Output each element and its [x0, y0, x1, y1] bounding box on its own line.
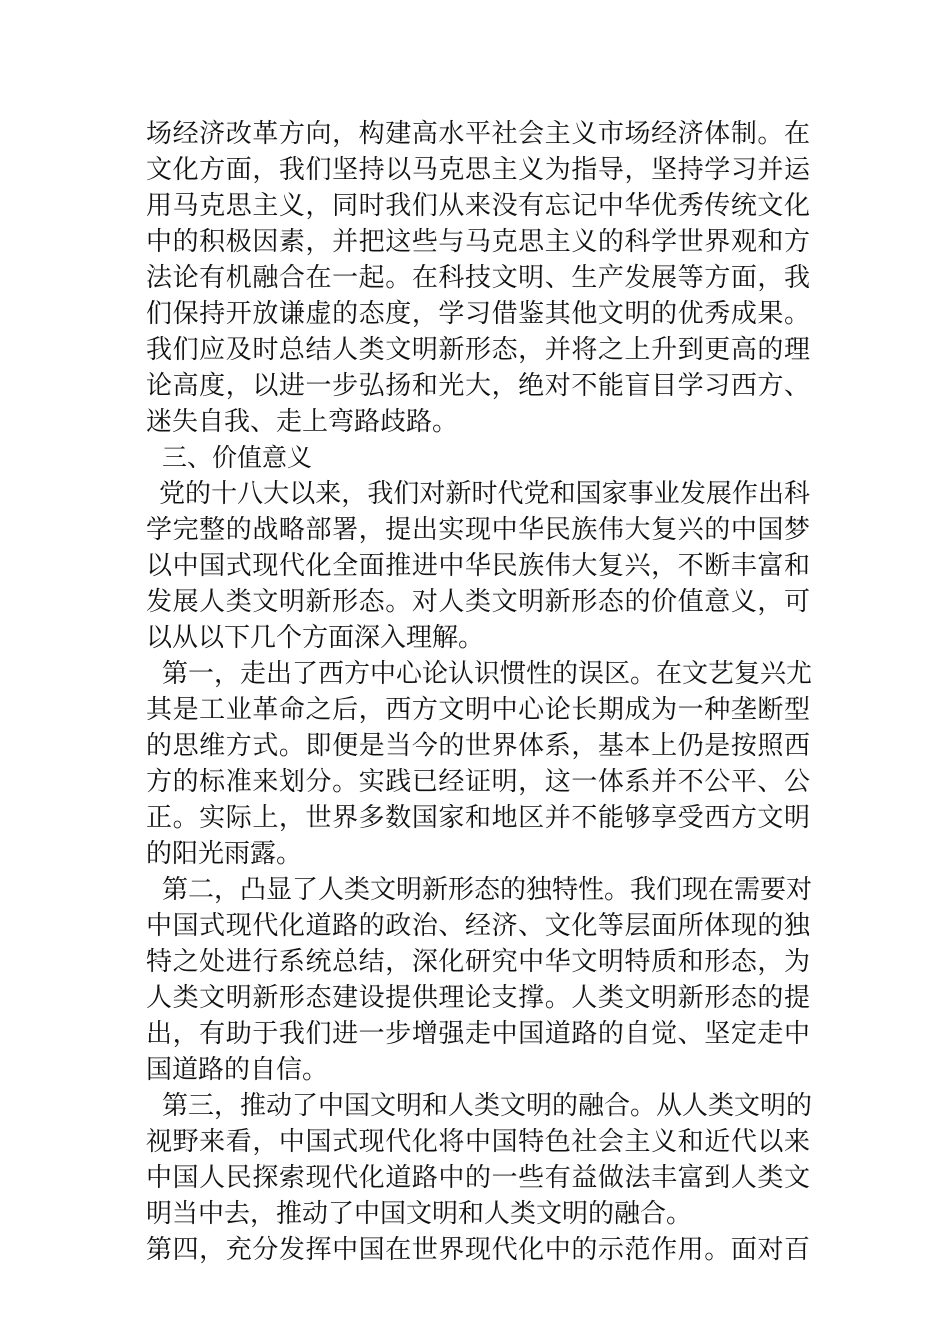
text-line: 论高度，以进一步弘扬和光大，绝对不能盲目学习西方、	[146, 371, 810, 401]
text-line: 学完整的战略部署，提出实现中华民族伟大复兴的中国梦	[146, 515, 810, 545]
text-line: 方的标准来划分。实践已经证明，这一体系并不公平、公	[146, 767, 810, 797]
section-heading: 三、价值意义	[162, 443, 313, 472]
paragraph-point-two	[146, 872, 813, 1088]
paragraph-point-one	[146, 656, 813, 872]
text-line: 以中国式现代化全面推进中华民族伟大复兴，不断丰富和	[146, 551, 810, 581]
text-line: 党的十八大以来，我们对新时代党和国家事业发展作出科	[159, 479, 810, 509]
text-line: 国道路的自信。	[146, 1055, 329, 1085]
text-line: 明当中去，推动了中国文明和人类文明的融合。	[146, 1199, 693, 1229]
text-line: 文化方面，我们坚持以马克思主义为指导，坚持学习并运	[146, 155, 810, 185]
text-line: 用马克思主义，同时我们从来没有忘记中华优秀传统文化	[146, 191, 810, 221]
paragraph-point-three	[146, 1088, 813, 1232]
text-line: 场经济改革方向，构建高水平社会主义市场经济体制。在	[146, 119, 810, 149]
text-line: 人类文明新形态建设提供理论支撑。人类文明新形态的提	[146, 983, 810, 1013]
text-line: 视野来看，中国式现代化将中国特色社会主义和近代以来	[146, 1127, 810, 1157]
text-line: 正。实际上，世界多数国家和地区并不能够享受西方文明	[146, 803, 810, 833]
text-line: 我们应及时总结人类文明新形态，并将之上升到更高的理	[146, 335, 810, 365]
text-line: 出，有助于我们进一步增强走中国道路的自觉、坚定走中	[146, 1019, 810, 1049]
text-line: 第四，充分发挥中国在世界现代化中的示范作用。面对百	[146, 1235, 810, 1265]
paragraph-economy-culture	[146, 116, 810, 440]
text-line: 中国式现代化道路的政治、经济、文化等层面所体现的独	[146, 911, 810, 941]
text-line: 中国人民探索现代化道路中的一些有益做法丰富到人类文	[146, 1163, 810, 1193]
paragraph-intro	[146, 476, 810, 656]
text-line: 第一，走出了西方中心论认识惯性的误区。在文艺复兴尤	[162, 659, 813, 689]
text-line: 第三，推动了中国文明和人类文明的融合。从人类文明的	[162, 1091, 813, 1121]
text-line: 的思维方式。即便是当今的世界体系，基本上仍是按照西	[146, 731, 810, 761]
text-line: 特之处进行系统总结，深化研究中华文明特质和形态，为	[146, 947, 810, 977]
document-body	[146, 116, 813, 1268]
paragraph-point-four	[146, 1232, 810, 1268]
text-line: 法论有机融合在一起。在科技文明、生产发展等方面，我	[146, 263, 810, 293]
text-line: 迷失自我、走上弯路歧路。	[146, 407, 459, 437]
text-line: 以从以下几个方面深入理解。	[146, 623, 485, 653]
text-line: 中的积极因素，并把这些与马克思主义的科学世界观和方	[146, 227, 810, 257]
text-line: 发展人类文明新形态。对人类文明新形态的价值意义，可	[146, 587, 810, 617]
text-line: 第二，凸显了人类文明新形态的独特性。我们现在需要对	[162, 875, 813, 905]
text-line: 们保持开放谦虚的态度，学习借鉴其他文明的优秀成果。	[146, 299, 810, 329]
text-line: 的阳光雨露。	[146, 839, 303, 869]
text-line: 其是工业革命之后，西方文明中心论长期成为一种垄断型	[146, 695, 810, 725]
